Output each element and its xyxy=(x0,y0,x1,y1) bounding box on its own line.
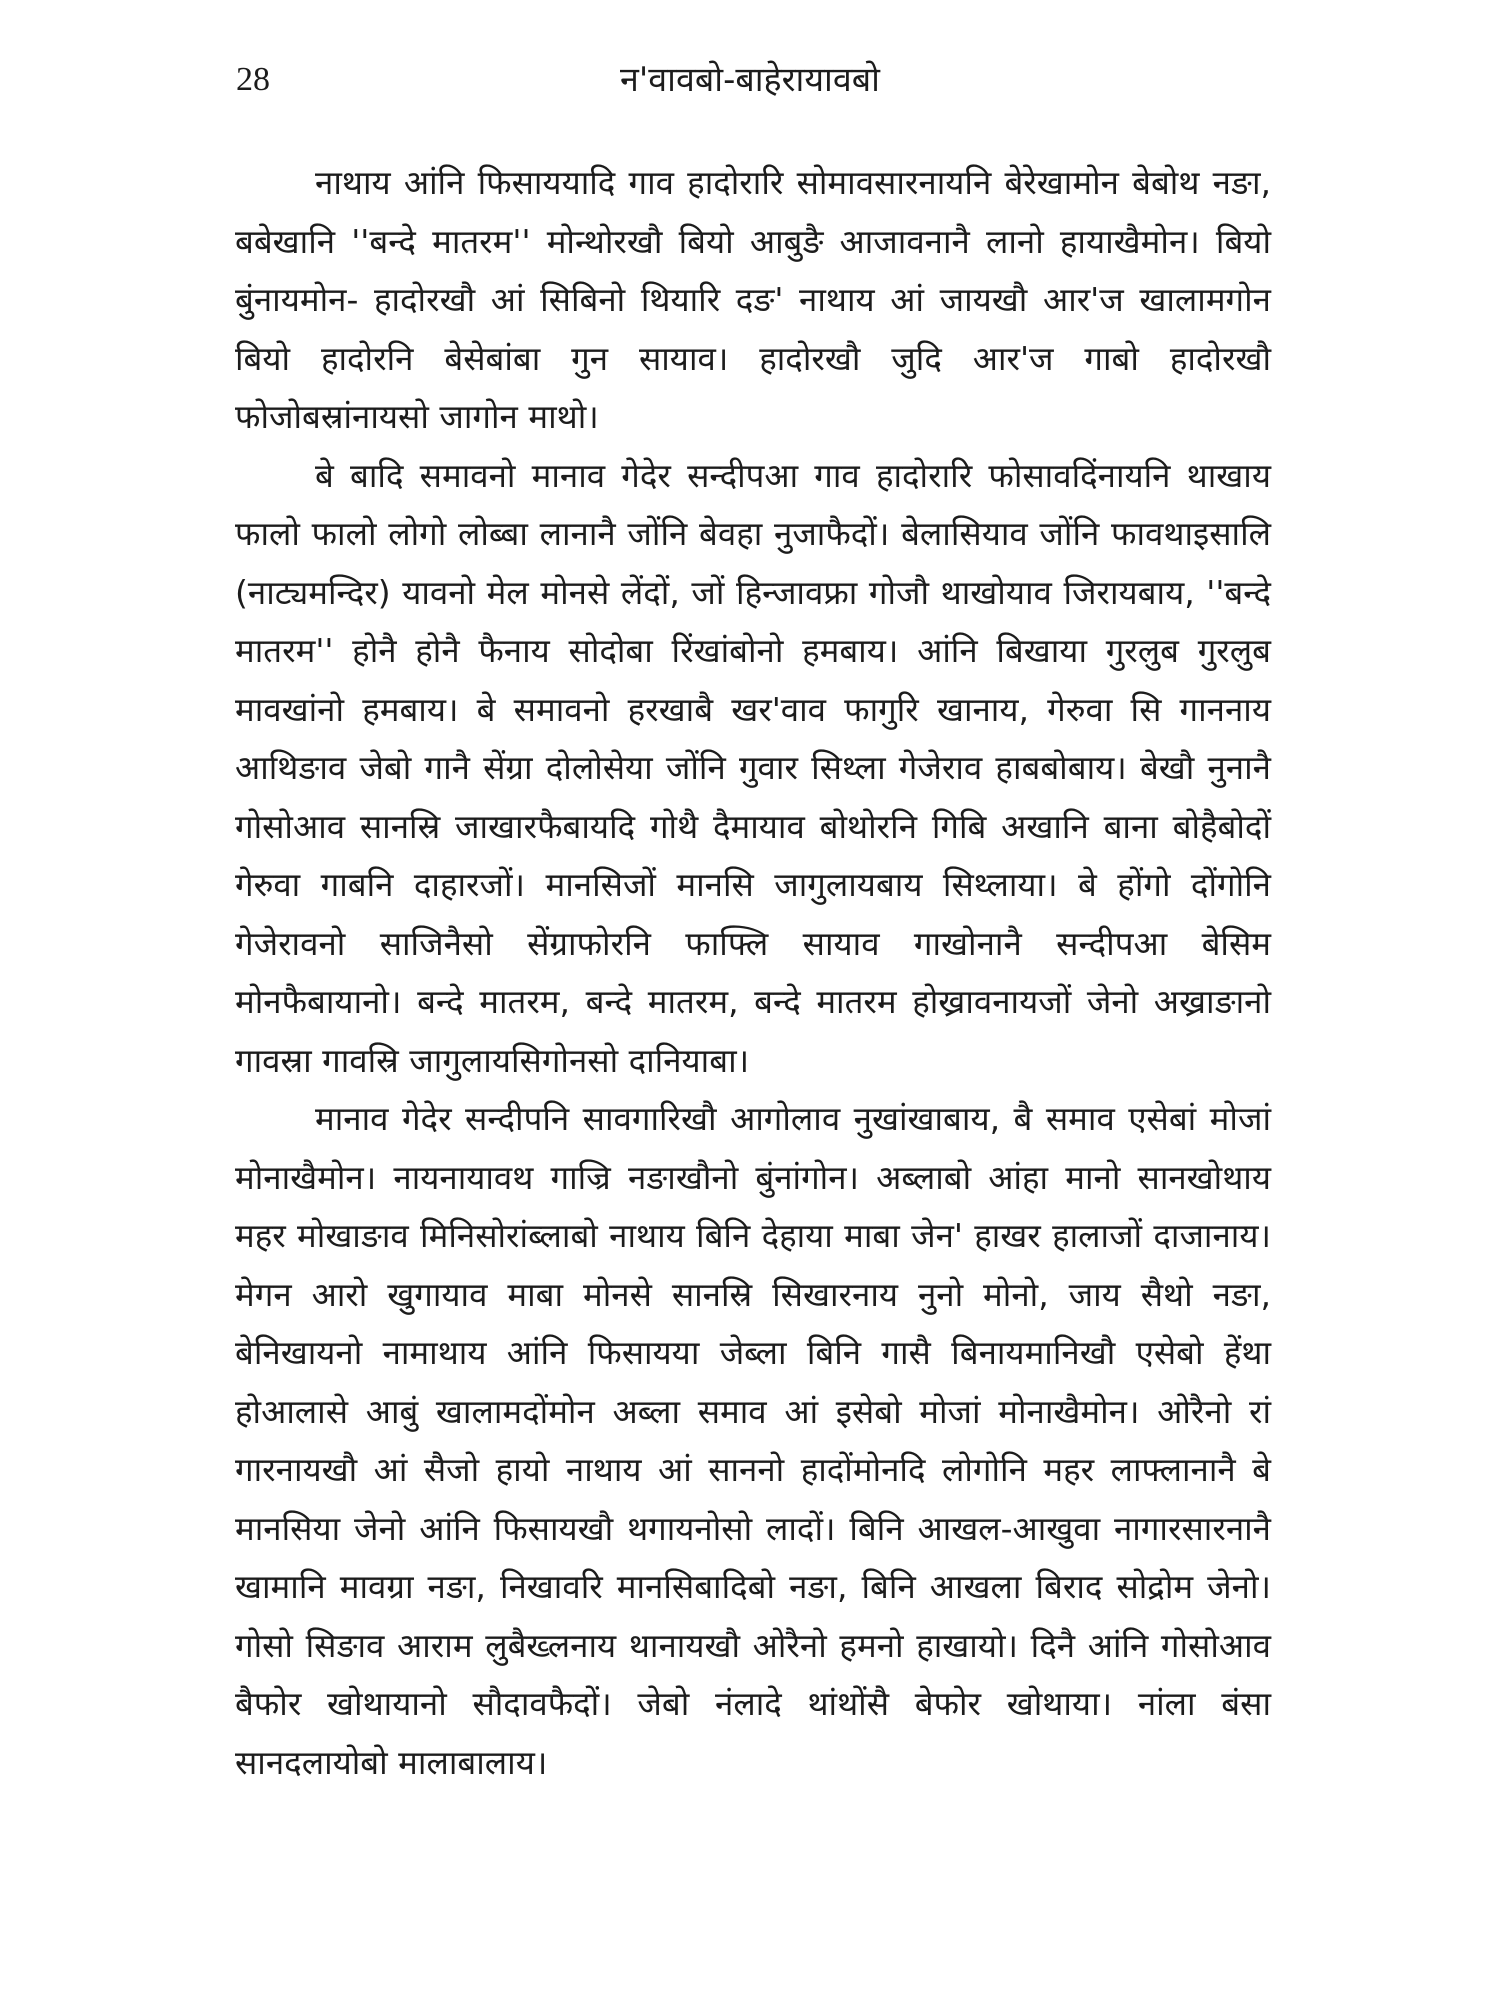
paragraph-1: नाथाय आंनि फिसाययादि गाव हादोरारि सोमावसारनायनि बेरेखामोन बेबोथ नङा, बबेखानि ''बन्दे मातरम'' मोन्थोरखौ बियो आबुङै आजावनानै लानो हायाखैमोन। बियो बुंनायमोन- हादोरखौ आं सिबिनो थियारि दङ' नाथाय आं जायखौ आर'ज खालामगोन बियो हादोरनि बेसेबांबा गुन सायाव। हादोरखौ जुदि आर'ज गाबो हादोरखौ फोजोबस्रांनायसो जागोन माथो। xyxy=(235,163,1271,436)
paragraph-3: मानाव गेदेर सन्दीपनि सावगारिखौ आगोलाव नुखांखाबाय, बै समाव एसेबां मोजां मोनाखैमोन। नायनायावथ गाज्रि नङाखौनो बुंनांगोन। अब्लाबो आंहा मानो सानखोथाय महर मोखाङाव मिनिसोरांब्लाबो नाथाय बिनि देहाया माबा जेन' हाखर हालाजों दाजानाय। मेगन आरो खुगायाव माबा मोनसे सानस्रि सिखारनाय नुनो मोनो, जाय सैथो नङा, बेनिखायनो नामाथाय आंनि फिसायया जेब्ला बिनि गासै बिनायमानिखौ एसेबो हेंथा होआलासे आबुं खालामदोंमोन अब्ला समाव आं इसेबो मोजां मोनाखैमोन। ओरैनो रां गारनायखौ आं सैजो हायो नाथाय आं साननो हादोंमोनदि लोगोनि महर लाफ्लानानै बे मानसिया जेनो आंनि फिसायखौ थगायनोसो लादों। बिनि आखल-आखुवा नागारसारनानै खामानि मावग्रा नङा, निखावरि मानसिबादिबो नङा, बिनि आखला बिराद सोद्रोम जेनो। गोसो सिङाव आराम लुबैख्लनाय थानायखौ ओरैनो हमनो हाखायो। दिनै आंनि गोसोआव बैफोर खोथायानो सौदावफैदों। जेबो नंलादे थांथोंसै बेफोर खोथाया। नांला बंसा सानदलायोबो मालाबालाय। xyxy=(235,1099,1271,1782)
paragraph-2: बे बादि समावनो मानाव गेदेर सन्दीपआ गाव हादोरारि फोसावदिंनायनि थाखाय फालो फालो लोगो लोब्बा लानानै जोंनि बेवहा नुजाफैदों। बेलासियाव जोंनि फावथाइसालि (नाट्यमन्दिर) यावनो मेल मोनसे लेंदों, जों हिन्जावफ्रा गोजौ थाखोयाव जिरायबाय, ''बन्दे मातरम'' होनै होनै फैनाय सोदोबा रिंखांबोनो हमबाय। आंनि बिखाया गुरलुब गुरलुब मावखांनो हमबाय। बे समावनो हरखाबै खर'वाव फागुरि खानाय, गेरुवा सि गाननाय आथिङाव जेबो गानै सेंग्रा दोलोसेया जोंनि गुवार सिथ्ला गेजेराव हाबबोबाय। बेखौ नुनानै गोसोआव सानस्रि जाखारफैबायदि गोथै दैमायाव बोथोरनि गिबि अखानि बाना बोहैबोदों गेरुवा गाबनि दाहारजों। मानसिजों मानसि जागुलायबाय सिथ्लाया। बे होंगो दोंगोनि गेजेरावनो साजिनैसो सेंग्राफोरनि फाफ्लि सायाव गाखोनानै सन्दीपआ बेसिम मोनफैबायानो। बन्दे मातरम, बन्दे मातरम, बन्दे मातरम होख्रावनायजों जेनो अख्राङानो गावस्रा गावस्रि जागुलायसिगोनसो दानियाबा। xyxy=(235,455,1271,1080)
page-number: 28 xyxy=(236,61,270,98)
body-text xyxy=(235,154,1271,1792)
running-head: न'वावबो-बाहेरायावबो xyxy=(620,60,880,100)
